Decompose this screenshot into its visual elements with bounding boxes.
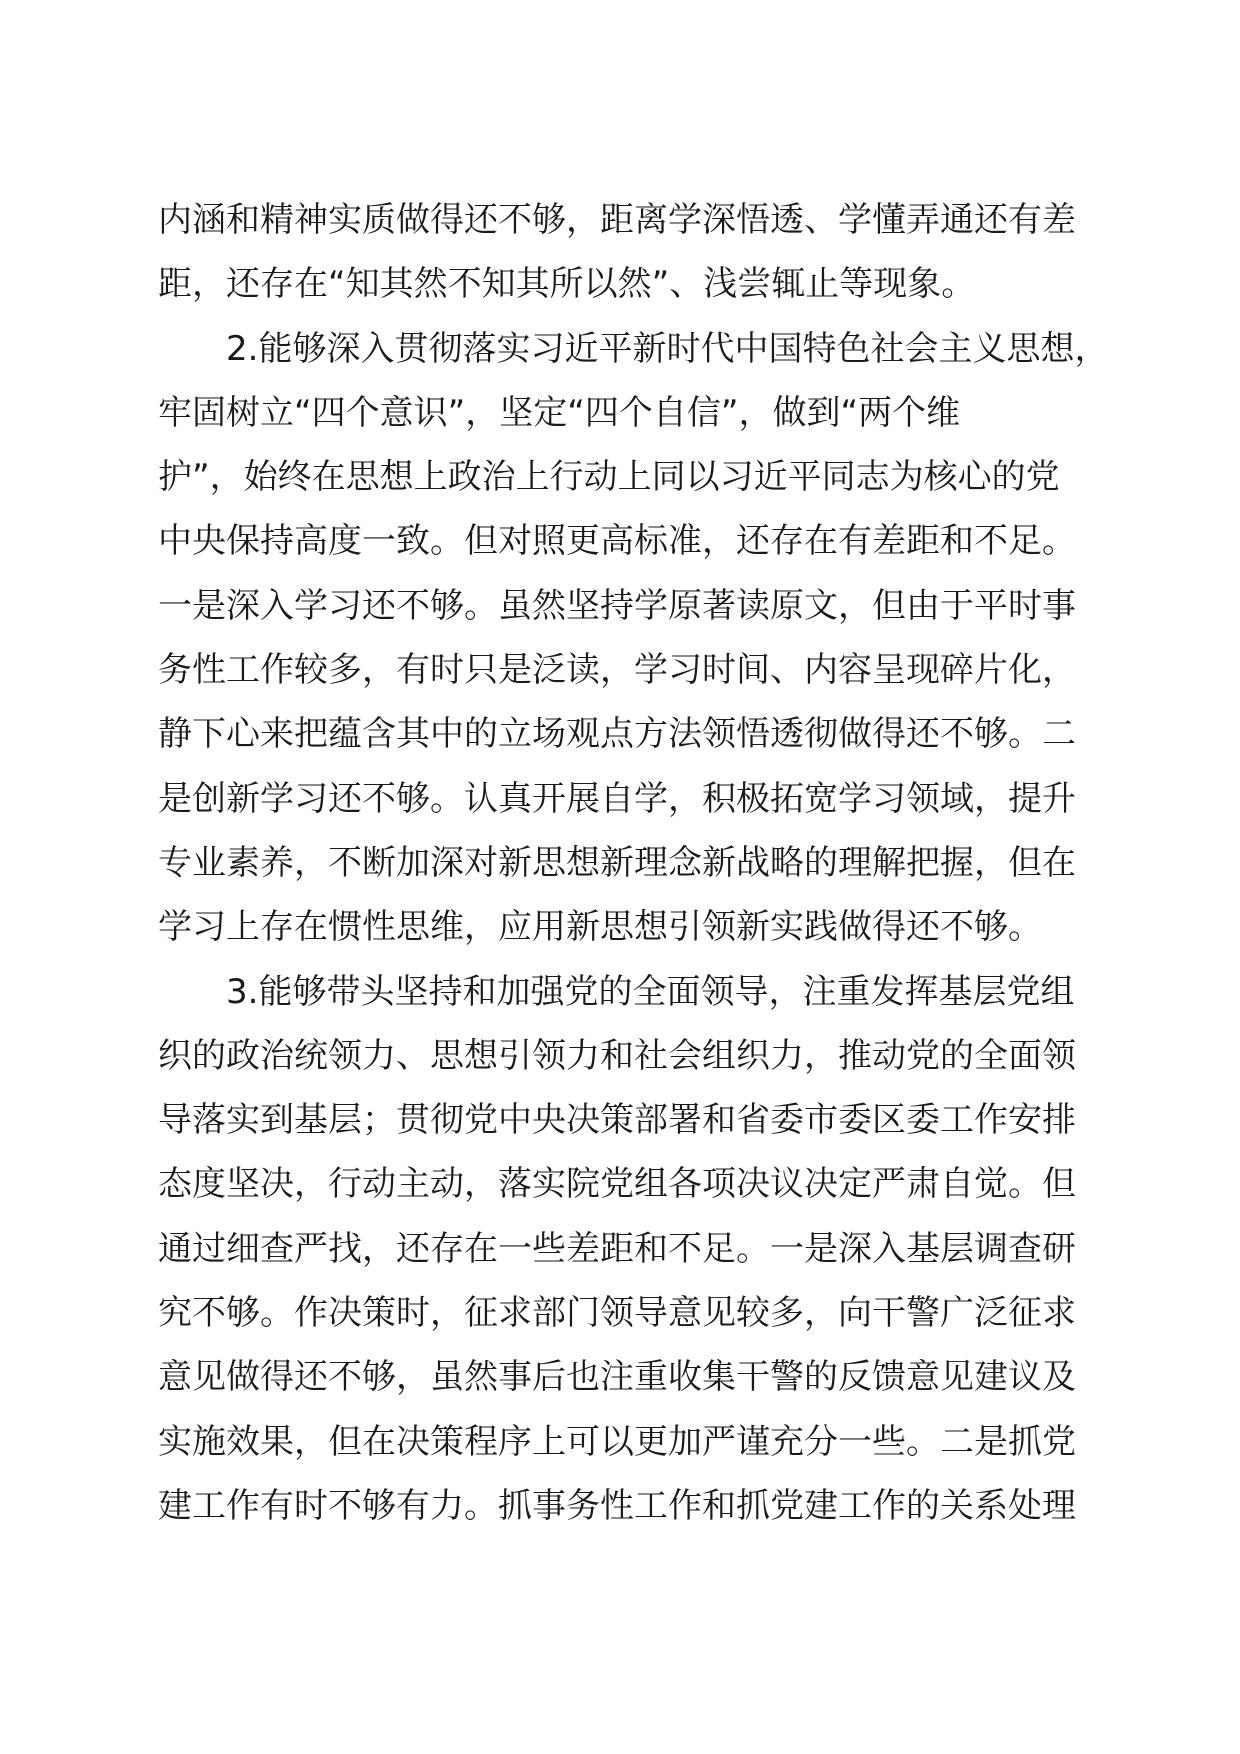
text-line: 实施效果，但在决策程序上可以更加严谨充分一些。二是抓党 bbox=[158, 1421, 1076, 1462]
text-line: 意见做得还不够，虽然事后也注重收集干警的反馈意见建议及 bbox=[158, 1357, 1076, 1398]
text-line: 护”，始终在思想上政治上行动上同以习近平同志为核心的党 bbox=[158, 457, 1060, 498]
text-line: 务性工作较多，有时只是泛读，学习时间、内容呈现碎片化， bbox=[158, 650, 1076, 691]
text-line: 内涵和精神实质做得还不够，距离学深悟透、学懂弄通还有差 bbox=[158, 200, 1076, 240]
text-line: 专业素养，不断加深对新思想新理念新战略的理解把握，但在 bbox=[158, 842, 1076, 883]
paragraph-start-line: 3.能够带头坚持和加强党的全面领导，注重发挥基层党组 bbox=[226, 971, 1075, 1012]
document-body bbox=[158, 188, 1109, 1538]
text-line: 一是深入学习还不够。虽然坚持学原著读原文，但由于平时事 bbox=[158, 585, 1076, 626]
text-line: 织的政治统领力、思想引领力和社会组织力，推动党的全面领 bbox=[158, 1035, 1076, 1076]
text-line: 中央保持高度一致。但对照更高标准，还存在有差距和不足。 bbox=[158, 521, 1076, 562]
text-line: 建工作有时不够有力。抓事务性工作和抓党建工作的关系处理 bbox=[158, 1485, 1076, 1526]
text-line: 是创新学习还不够。认真开展自学，积极拓宽学习领域，提升 bbox=[158, 778, 1076, 819]
text-line: 导落实到基层；贯彻党中央决策部署和省委市委区委工作安排 bbox=[158, 1100, 1076, 1141]
text-line: 距，还存在“知其然不知其所以然”、浅尝辄止等现象。 bbox=[158, 264, 976, 305]
text-line: 静下心来把蕴含其中的立场观点方法领悟透彻做得还不够。二 bbox=[158, 714, 1076, 755]
paragraph-start-line: 2.能够深入贯彻落实习近平新时代中国特色社会主义思想， bbox=[226, 328, 1109, 369]
text-line: 态度坚决，行动主动，落实院党组各项决议决定严肃自觉。但 bbox=[158, 1164, 1076, 1205]
text-line: 牢固树立“四个意识”，坚定“四个自信”，做到“两个维 bbox=[158, 392, 961, 433]
text-line: 究不够。作决策时，征求部门领导意见较多，向干警广泛征求 bbox=[158, 1293, 1076, 1334]
text-line: 通过细查严找，还存在一些差距和不足。一是深入基层调查研 bbox=[158, 1228, 1076, 1269]
text-line: 学习上存在惯性思维，应用新思想引领新实践做得还不够。 bbox=[158, 907, 1042, 948]
